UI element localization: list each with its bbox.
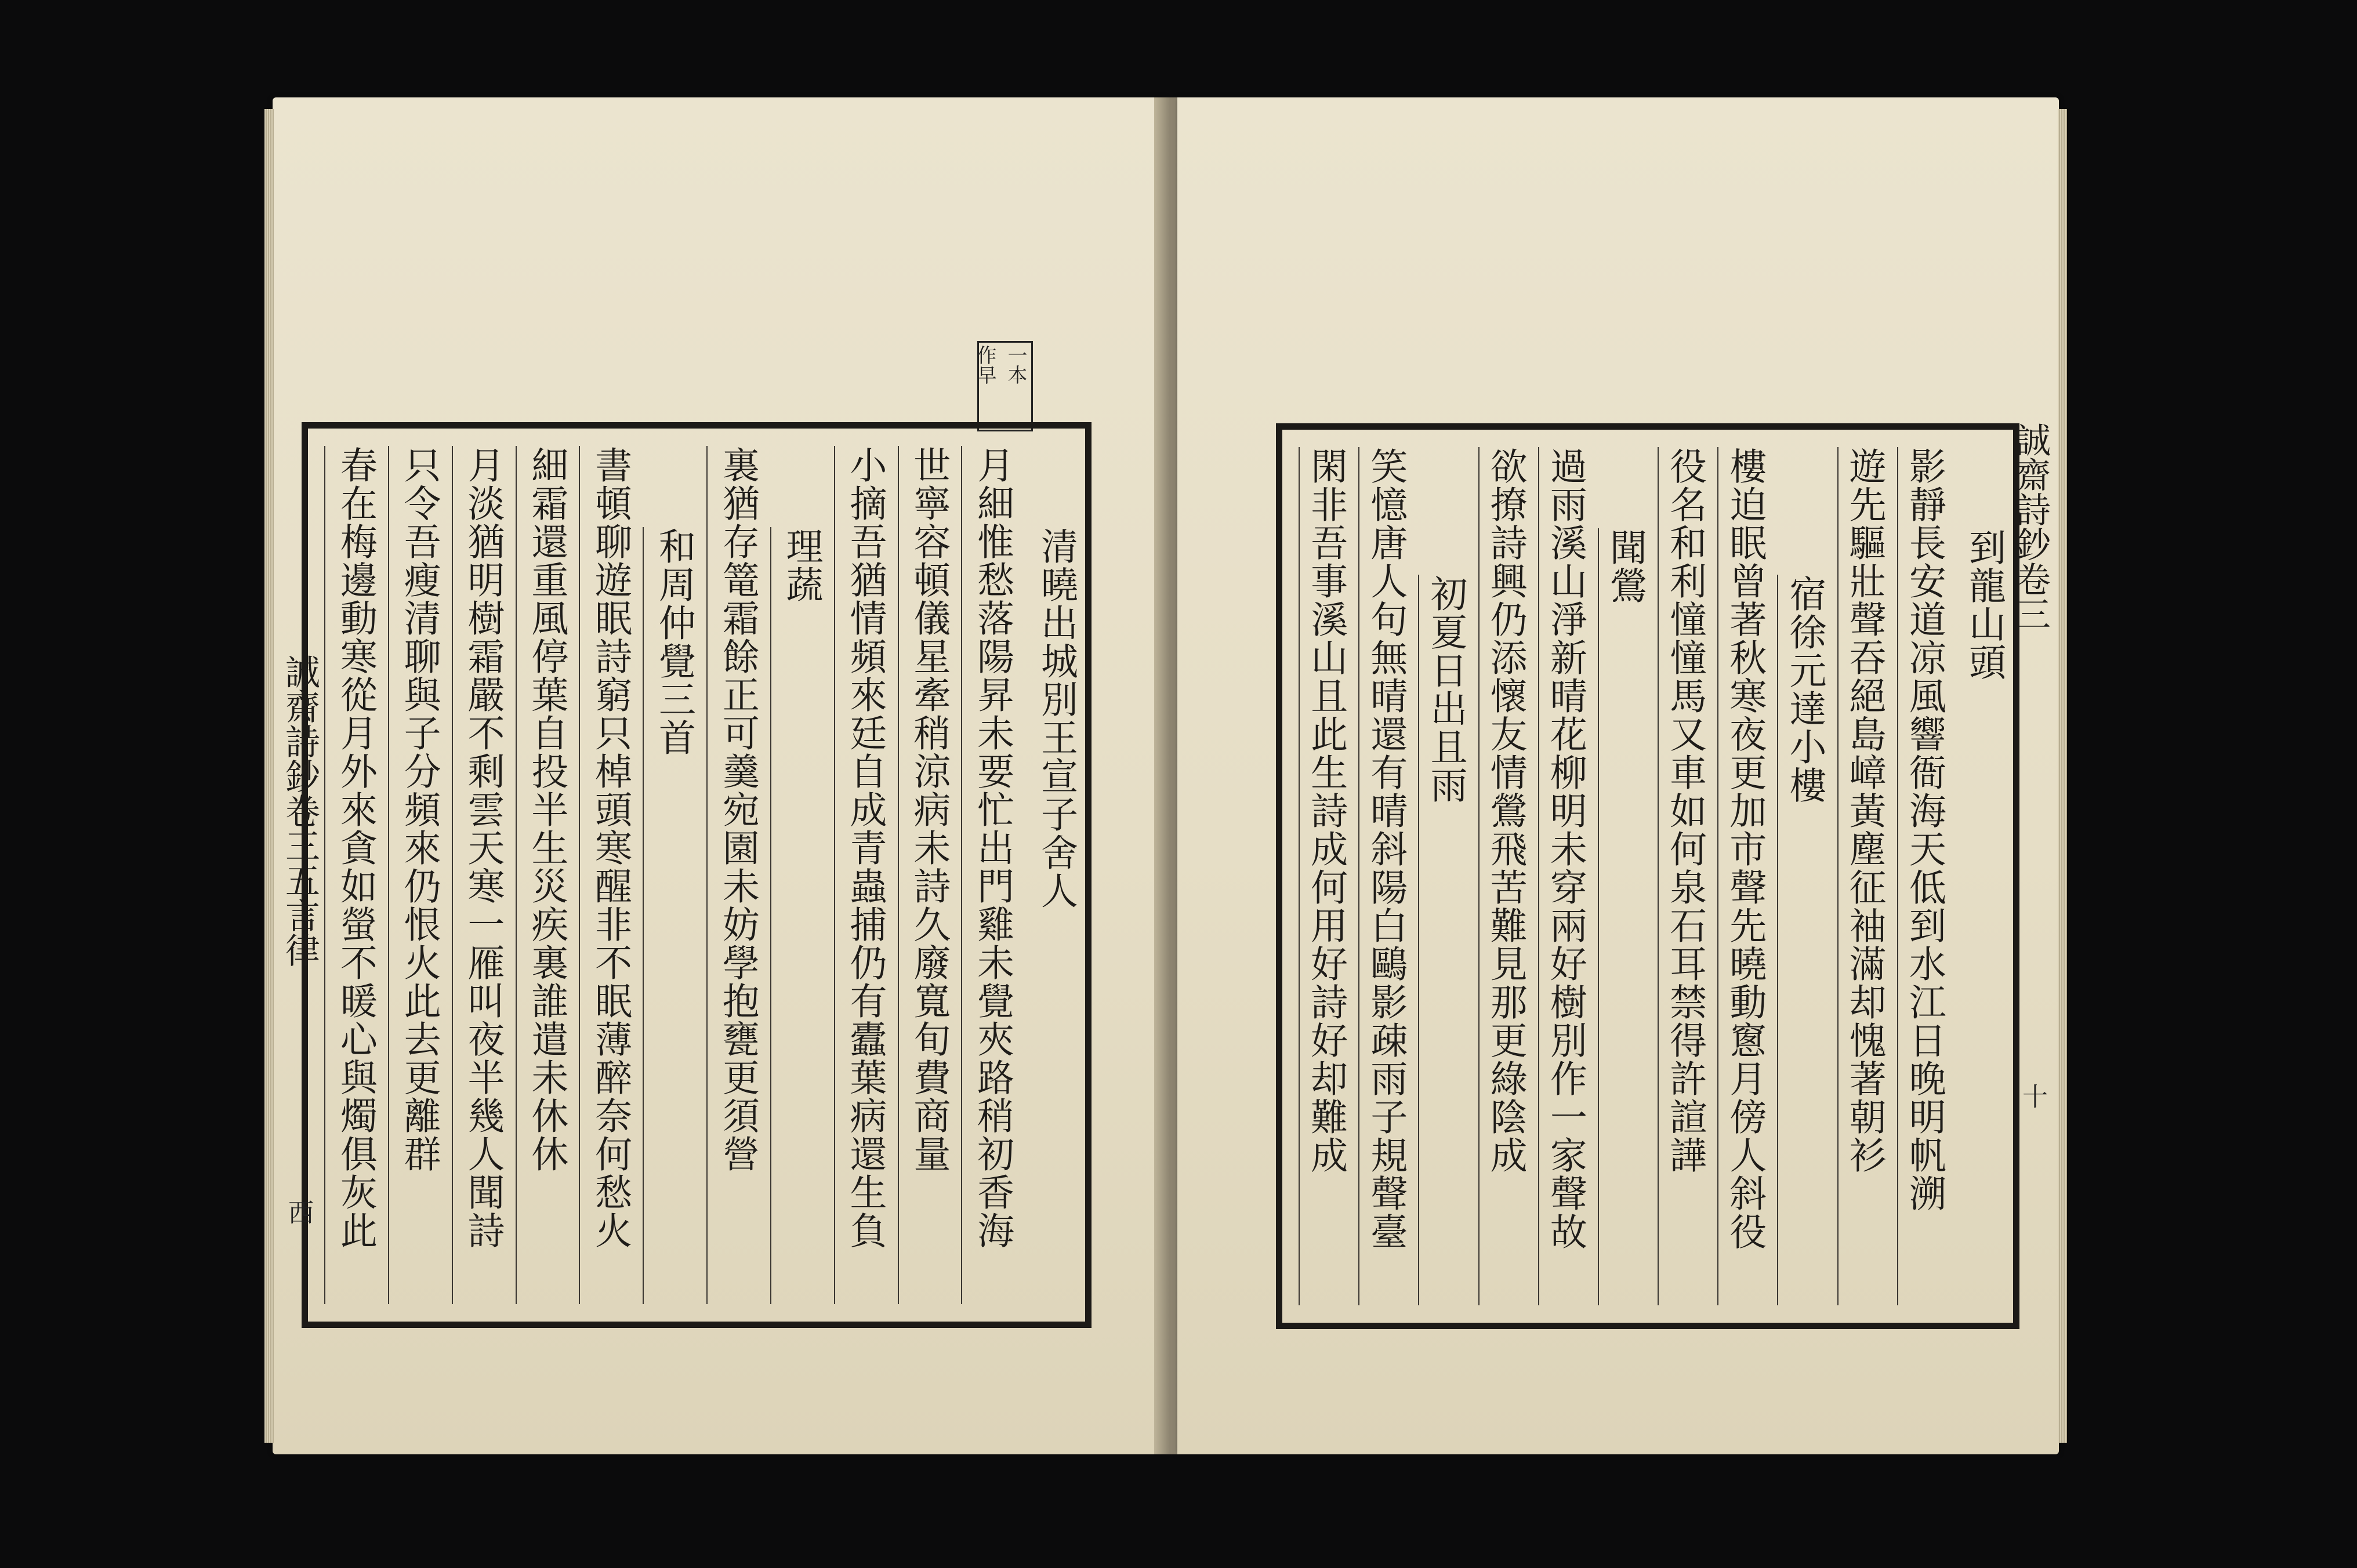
left-page-edge (264, 109, 274, 1443)
text-column: 閑非吾事溪山且此生詩成何用好詩好却難成 (1299, 447, 1355, 1305)
text-column: 理蔬 (770, 527, 831, 1304)
text-column: 到龍山頭 (1963, 528, 2006, 681)
left-page-number: 西 (284, 1199, 313, 1225)
text-column: 初夏日出且雨 (1418, 575, 1474, 1305)
text-column: 月淡猶明樹霜嚴不剩雲天寒一雁叫夜半幾人聞詩 (452, 446, 512, 1304)
text-column: 月細惟愁落陽昇未要忙出門雞未覺夾路稍初香海 (961, 446, 1021, 1304)
text-column: 和周仲覺三首 (643, 527, 703, 1304)
text-column: 小摘吾猶情頻來廷自成青蟲捕仍有蠹葉病還生負 (834, 446, 894, 1304)
right-margin-title: 誠齋詩鈔卷三 (2010, 422, 2051, 631)
right-page-number: 十 (2018, 1083, 2047, 1109)
text-column: 影靜長安道凉風響衙海天低到水江日晚明帆溯 (1897, 447, 1953, 1305)
text-column: 笑憶唐人句無晴還有晴斜陽白鷗影疎雨子規聲臺 (1358, 447, 1415, 1305)
text-column: 過雨溪山淨新晴花柳明未穿兩好樹別作一家聲故 (1538, 447, 1594, 1305)
text-column: 清曉出城別王宣子舍人 (1035, 527, 1078, 910)
text-column: 書頓聊遊眠詩窮只棹頭寒醒非不眠薄醉奈何愁火 (579, 446, 639, 1304)
text-column: 宿徐元達小樓 (1777, 575, 1833, 1305)
right-page-edge (2058, 109, 2067, 1443)
margin-note-box (973, 341, 1033, 431)
left-page (273, 97, 1166, 1454)
margin-note-line: 一本 (1004, 345, 1027, 384)
text-column: 樓迫眠曾著秋寒夜更加市聲先曉動窻月傍人斜役 (1717, 447, 1774, 1305)
text-column: 只令吾瘦清聊與子分頻來仍恨火此去更離群 (388, 446, 448, 1304)
open-book (273, 97, 2059, 1466)
margin-note-line: 作早 (973, 345, 996, 384)
text-column: 役名和利憧憧馬又車如何泉石耳禁得許諠譁 (1658, 447, 1714, 1305)
left-text-frame (302, 422, 1092, 1328)
text-column: 欲撩詩興仍添懷友情鶯飛苦難見那更綠陰成 (1478, 447, 1535, 1305)
text-column: 春在梅邊動寒從月外來貪如螢不暖心與燭俱灰此 (324, 446, 385, 1304)
right-text-frame (1276, 423, 2019, 1329)
text-column: 聞鶯 (1598, 528, 1654, 1305)
right-page (1177, 97, 2059, 1454)
text-column: 裏猶存篭霜餘正可羹宛園未妨學抱甕更須營 (706, 446, 767, 1304)
text-column: 世寧容頓儀星牽稍涼病未詩久廢寬旬費商量 (898, 446, 958, 1304)
text-column: 遊先驅壯聲吞絕島嶂黃塵征袖滿却愧著朝衫 (1837, 447, 1894, 1305)
left-margin-title: 誠齋詩鈔卷三五言律 (280, 654, 320, 967)
text-column: 細霜還重風停葉自投半生災疾裏誰遣未休休 (516, 446, 576, 1304)
